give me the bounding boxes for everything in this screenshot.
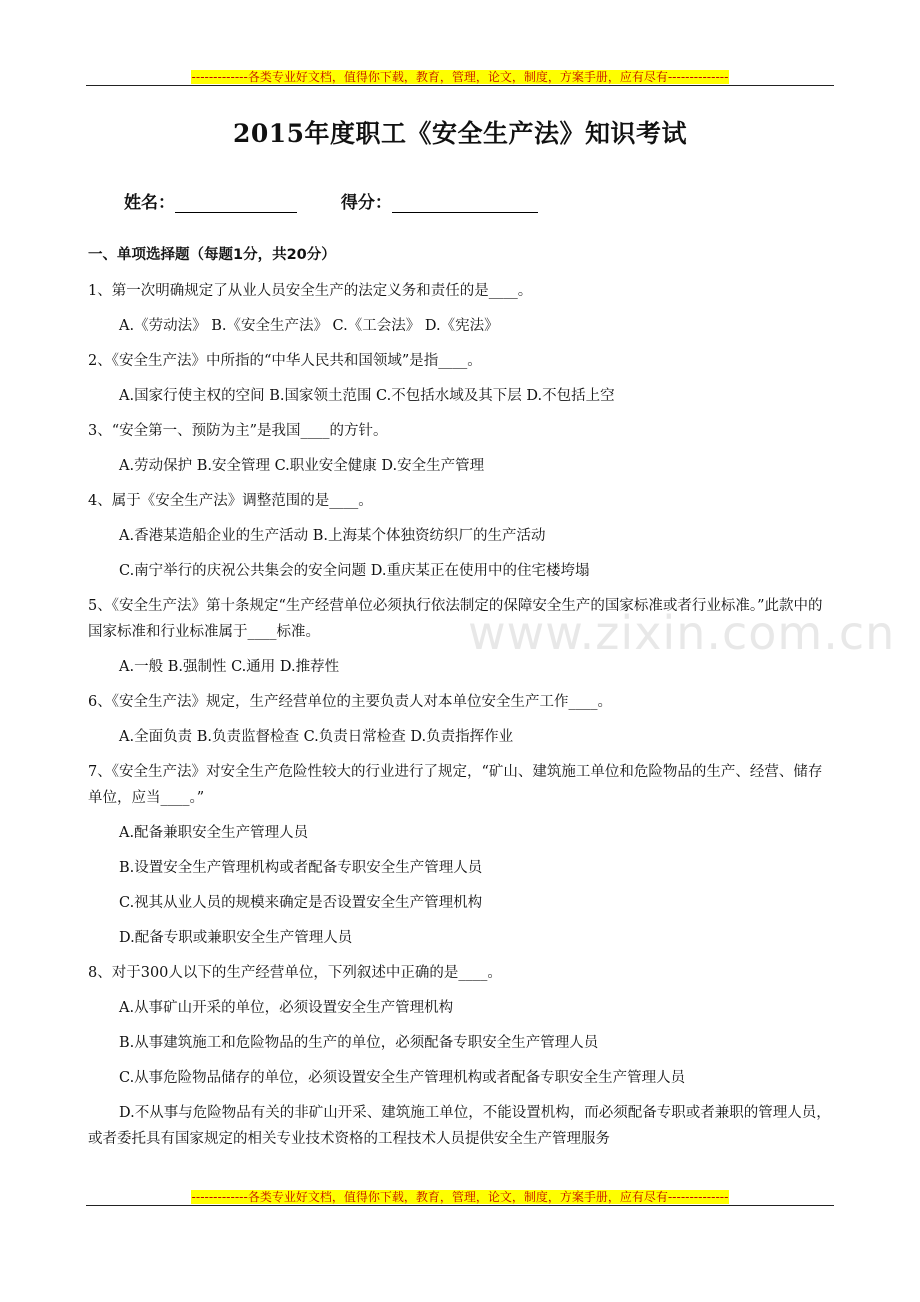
score-blank[interactable] xyxy=(392,194,538,213)
question-option: A.配备兼职安全生产管理人员 xyxy=(119,825,309,841)
question-option: B.设置安全生产管理机构或者配备专职安全生产管理人员 xyxy=(119,860,483,876)
question-option: D.不从事与危险物品有关的非矿山开采、建筑施工单位，不能设置机构，而必须配备专职或者兼职的管理人员，或者委托具有国家规定的相关专业技术资格的工程技术人员提供安全生产管理服务 xyxy=(88,1105,831,1147)
question-option: A.从事矿山开采的单位，必须设置安全生产管理机构 xyxy=(119,1000,454,1016)
question-stem: 4、属于《安全生产法》调整范围的是____。 xyxy=(88,493,373,509)
question-stem: 6、《安全生产法》规定，生产经营单位的主要负责人对本单位安全生产工作____。 xyxy=(88,694,612,710)
score-label: 得分： xyxy=(340,193,392,213)
question-stem: 2、《安全生产法》中所指的“中华人民共和国领域”是指____。 xyxy=(88,353,482,369)
question-option: D.配备专职或兼职安全生产管理人员 xyxy=(119,930,353,946)
question-option: A.全面负责 B.负责监督检查 C.负责日常检查 D.负责指挥作业 xyxy=(119,729,514,745)
question-stem: 3、“安全第一、预防为主”是我国____的方针。 xyxy=(88,423,388,439)
footer-banner xyxy=(0,1186,920,1205)
watermark: www.zixin.com.cn xyxy=(468,606,896,660)
question-option: A.香港某造船企业的生产活动 B.上海某个体独资纺织厂的生产活动 xyxy=(119,528,546,544)
question-option: A.国家行使主权的空间 B.国家领土范围 C.不包括水域及其下层 D.不包括上空 xyxy=(119,388,615,404)
question-option: A.一般 B.强制性 C.通用 D.推荐性 xyxy=(119,659,340,675)
question-stem: 5、《安全生产法》第十条规定“生产经营单位必须执行依法制定的保障安全生产的国家标准或者行业标准。”此款中的国家标准和行业标准属于____标准。 xyxy=(88,598,823,640)
name-score-row xyxy=(124,188,538,213)
question-option: A.《劳动法》 B.《安全生产法》 C.《工会法》 D.《宪法》 xyxy=(119,318,499,334)
question-option: C.南宁举行的庆祝公共集会的安全问题 D.重庆某正在使用中的住宅楼垮塌 xyxy=(119,563,590,579)
question-option: C.视其从业人员的规模来确定是否设置安全生产管理机构 xyxy=(119,895,483,911)
footer-banner-text: -------------各类专业好文档，值得你下载，教育，管理，论文，制度，方案手册，应有尽有-------------- xyxy=(191,1190,729,1204)
header-banner-text: -------------各类专业好文档，值得你下载，教育，管理，论文，制度，方案手册，应有尽有-------------- xyxy=(191,70,729,84)
section-heading: 一、单项选择题（每题1分，共20分） xyxy=(88,247,336,263)
question-stem: 1、第一次明确规定了从业人员安全生产的法定义务和责任的是____。 xyxy=(88,283,533,299)
question-option: A.劳动保护 B.安全管理 C.职业安全健康 D.安全生产管理 xyxy=(119,458,485,474)
header-banner xyxy=(0,66,920,85)
question-stem: 8、对于300人以下的生产经营单位，下列叙述中正确的是____。 xyxy=(88,965,502,981)
header-rule xyxy=(86,85,834,86)
name-label: 姓名： xyxy=(124,193,175,213)
question-stem: 7、《安全生产法》对安全生产危险性较大的行业进行了规定，“矿山、建筑施工单位和危险物品的生产、经营、储存单位，应当____。” xyxy=(88,764,823,806)
question-option: C.从事危险物品储存的单位，必须设置安全生产管理机构或者配备专职安全生产管理人员 xyxy=(119,1070,686,1086)
page-title: 2015年度职工《安全生产法》知识考试 xyxy=(232,119,688,148)
name-blank[interactable] xyxy=(175,194,297,213)
question-list xyxy=(88,244,836,1161)
question-option: B.从事建筑施工和危险物品的生产的单位，必须配备专职安全生产管理人员 xyxy=(119,1035,599,1051)
footer-rule xyxy=(86,1205,834,1206)
